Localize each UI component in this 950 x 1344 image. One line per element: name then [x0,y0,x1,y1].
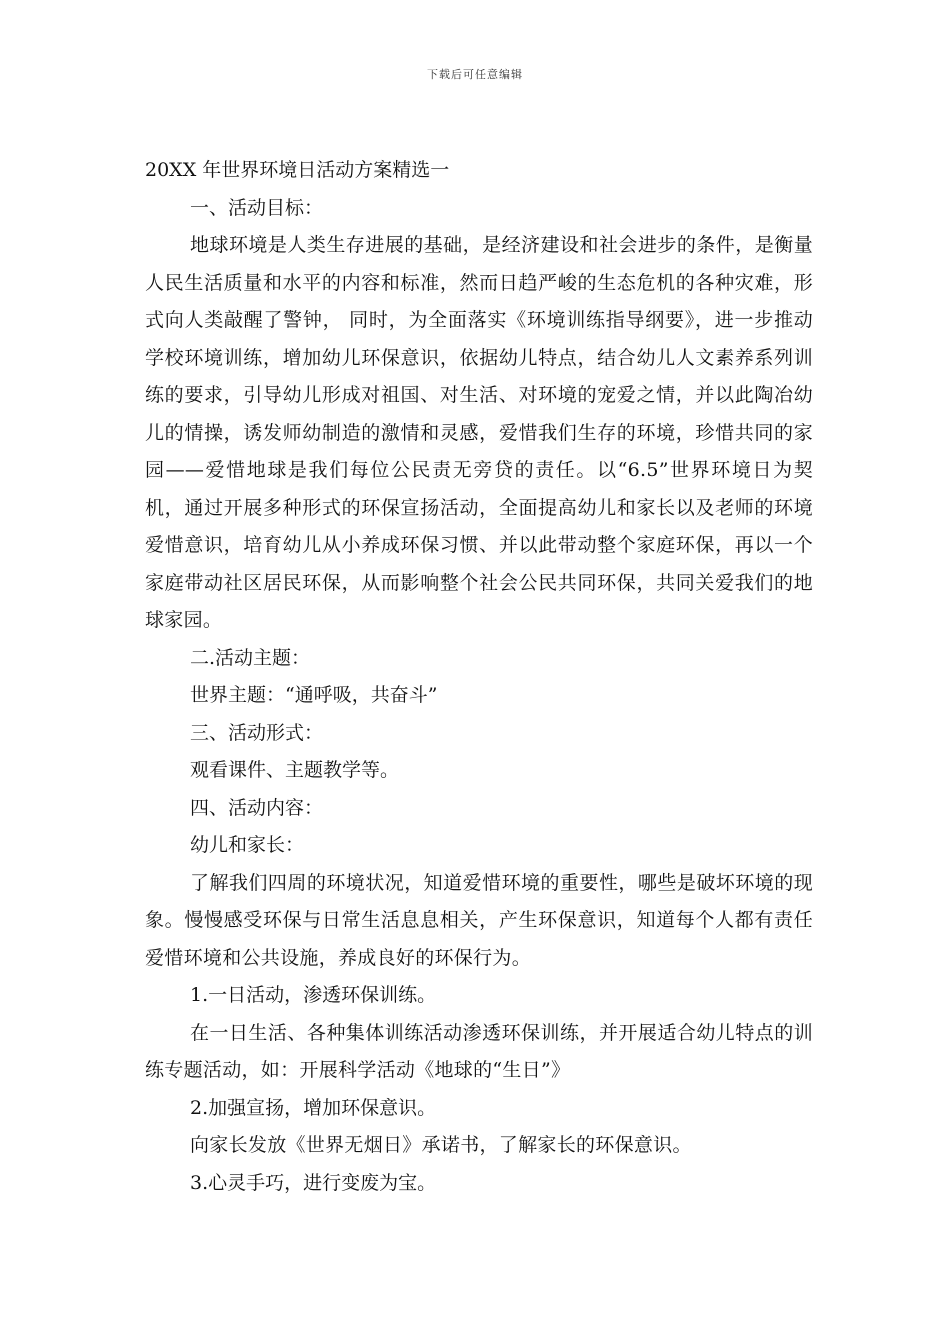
item-heading-1: 1.一日活动，渗透环保训练。 [190,984,437,1006]
document-title: 20XX 年世界环境日活动方案精选一 [145,159,450,181]
audience-line: 幼儿和家长： [190,834,305,856]
paragraph-item-1: 在一日生活、各种集体训练活动渗透环保训练，并开展适合幼儿特点的训练专题活动，如：开展科学活动《地球的“生日”》 [145,1021,813,1081]
section-heading-form: 三、活动形式： [190,721,324,744]
section-heading-goals: 一、活动目标： [190,196,324,219]
theme-line: 世界主题：“通呼吸，共奋斗” [190,684,438,706]
form-line: 观看课件、主题教学等。 [190,759,400,781]
item-heading-2: 2.加强宣扬，增加环保意识。 [190,1096,437,1119]
paragraph-item-2: 向家长发放《世界无烟日》承诺书，了解家长的环保意识。 [190,1134,692,1156]
document-body [145,152,813,1202]
paragraph-goals: 地球环境是人类生存进展的基础，是经济建设和社会进步的条件，是衡量人民生活质量和水平的内容和标准，然而日趋严峻的生态危机的各种灾难，形式向人类敲醒了警钟， 同时，为全面落实《环境训练指导纲要》，进一步推动学校环境训练，增加幼儿环保意识，依据幼儿特点，结合幼儿人文素养系列训练的要求，引导幼儿形成对祖国、对生活、对环境的宠爱之情，并以此陶冶幼儿的情操，诱发师幼制造的激情和灵感，爱惜我们生存的环境，珍惜共同的家园——爱惜地球是我们每位公民责无旁贷的责任。以“6.5”世界环境日为契机，通过开展多种形式的环保宣扬活动，全面提高幼儿和家长以及老师的环境爱惜意识，培育幼儿从小养成环保习惯、并以此带动整个家庭环保，再以一个家庭带动社区居民环保，从而影响整个社会公民共同环保，共同关爱我们的地球家园。 [145,234,813,631]
section-heading-theme: 二.活动主题： [190,646,311,669]
paragraph-audience: 了解我们四周的环境状况，知道爱惜环境的重要性，哪些是破坏环境的现象。慢慢感受环保与日常生活息息相关，产生环保意识，知道每个人都有责任爱惜环境和公共设施，养成良好的环保行为。 [145,871,813,969]
item-heading-3: 3.心灵手巧，进行变废为宝。 [190,1171,437,1194]
section-heading-content: 四、活动内容： [190,796,324,819]
page-header-note: 下载后可任意编辑 [427,68,523,81]
